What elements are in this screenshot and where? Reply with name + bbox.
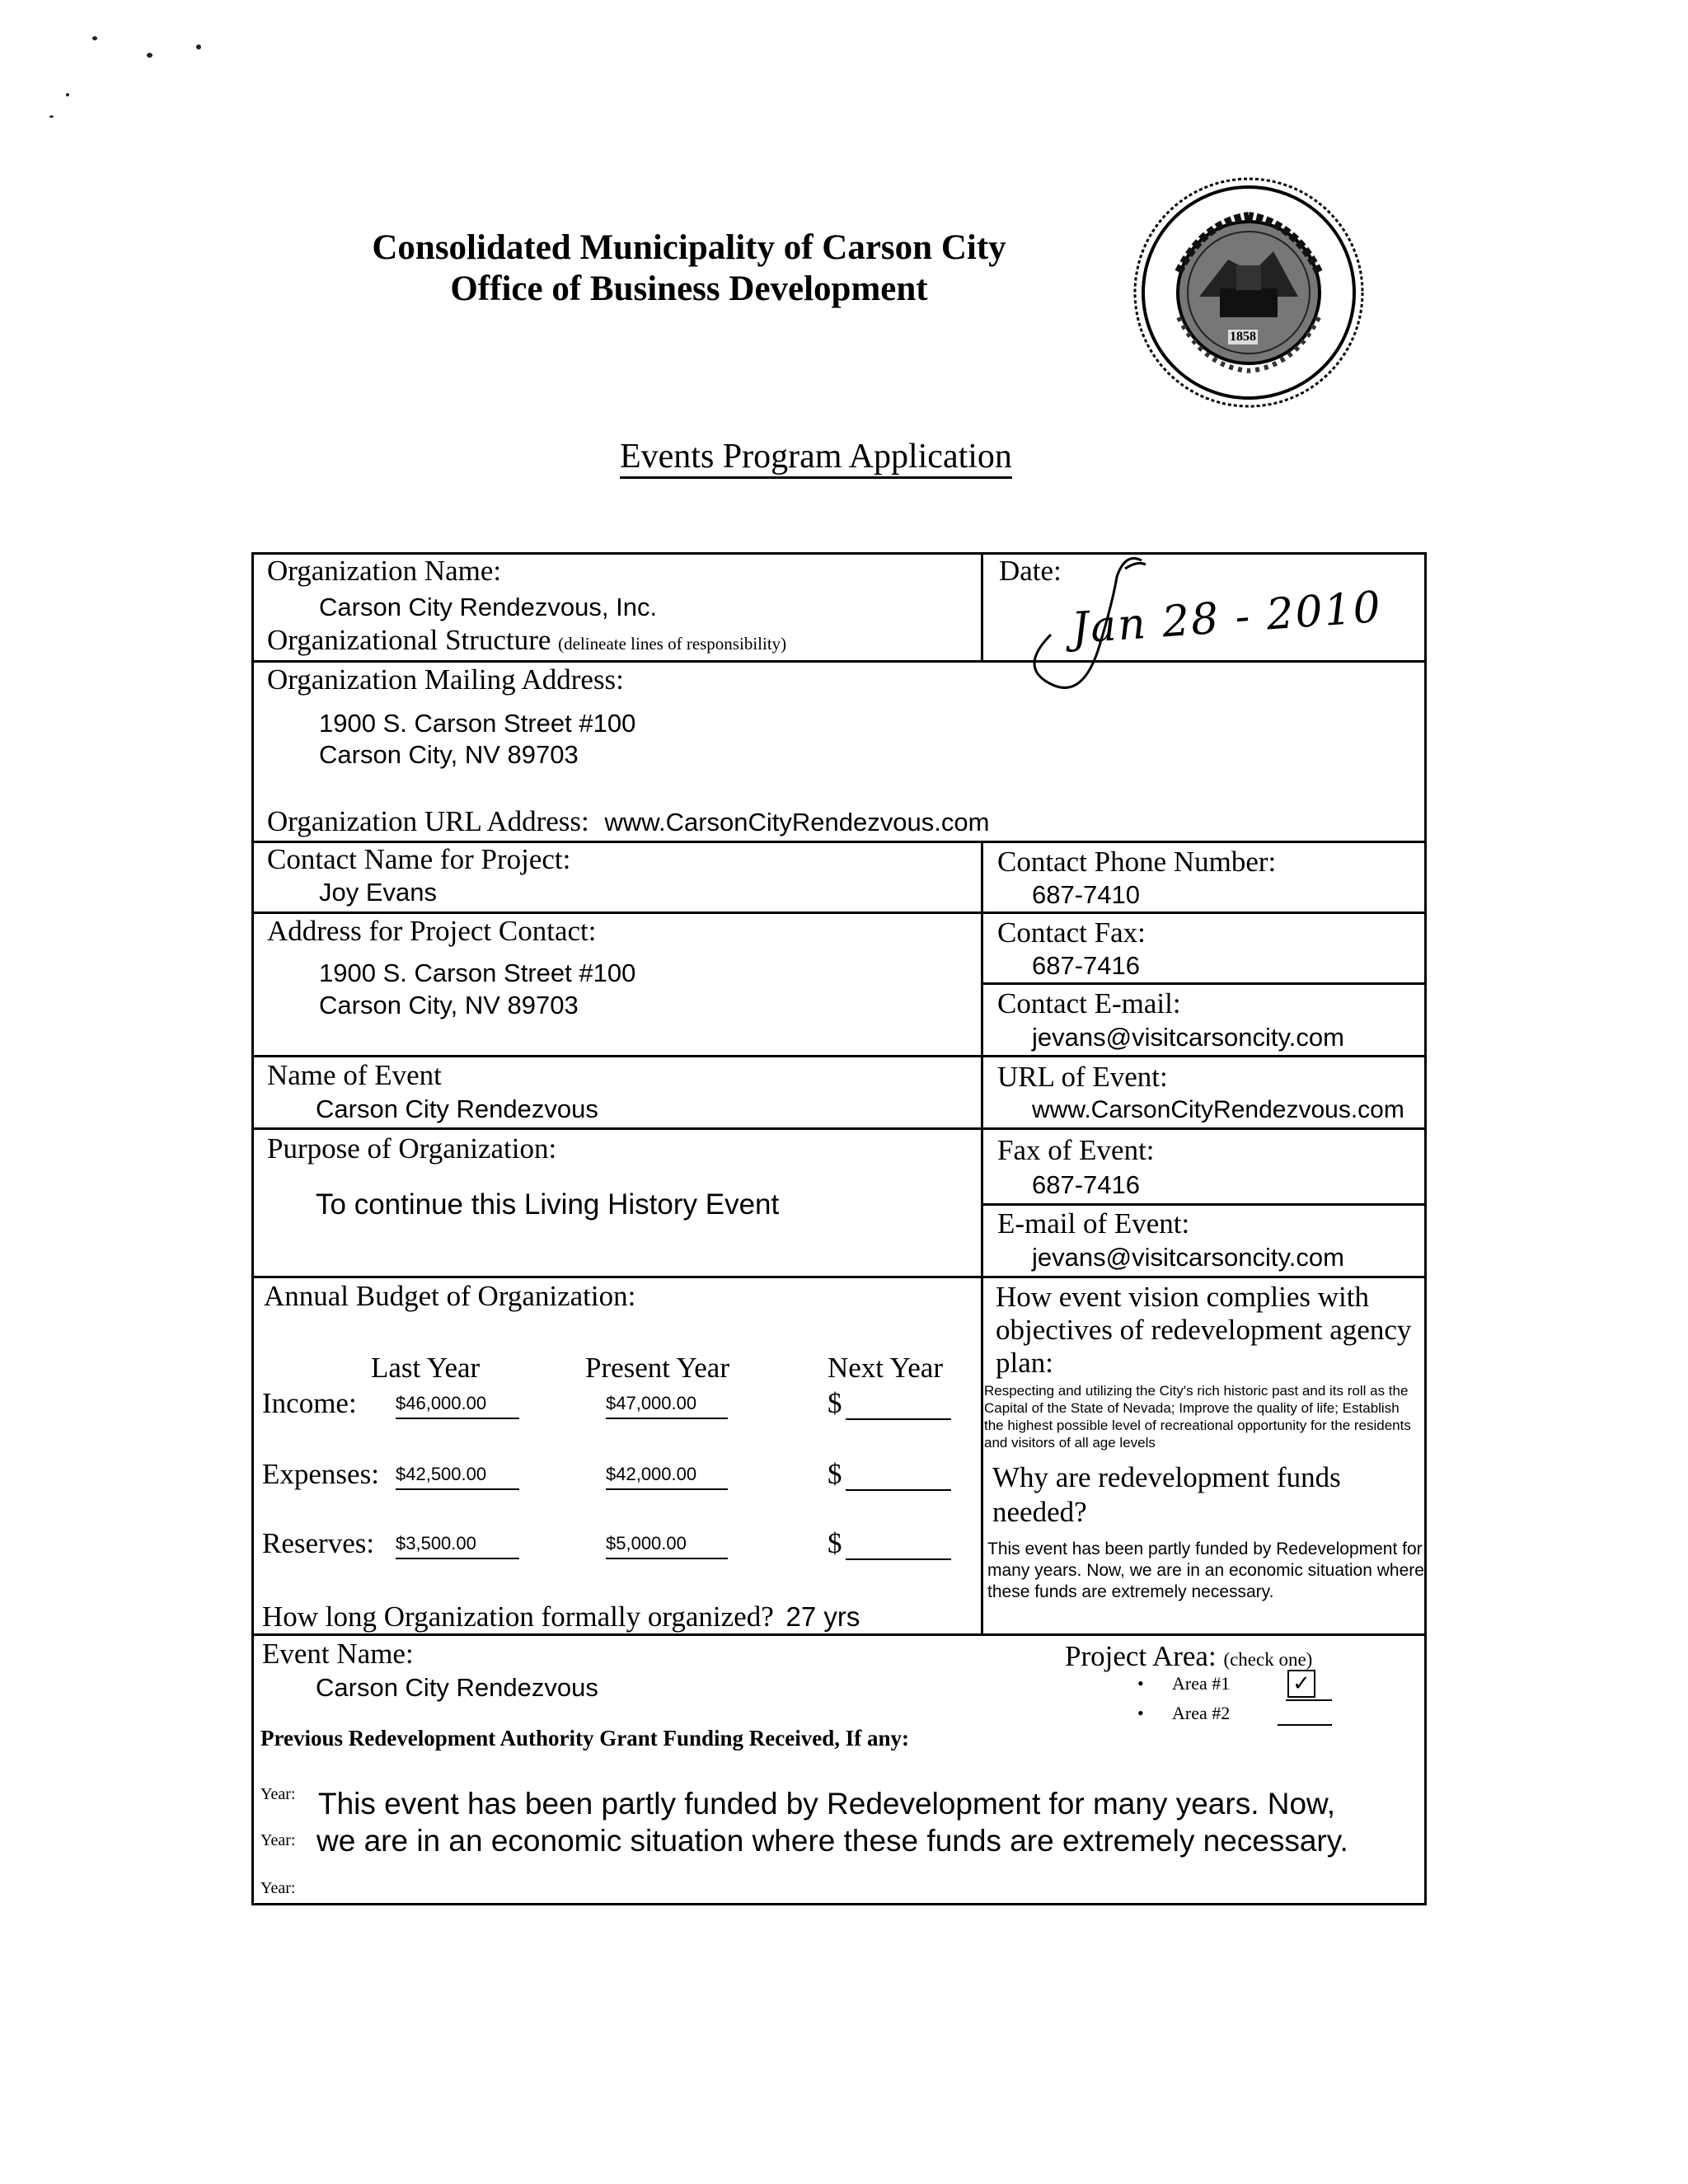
column-divider-top xyxy=(981,552,983,660)
row-line xyxy=(251,912,1427,914)
form-border-right xyxy=(1424,552,1427,1905)
event-email-value: jevans@visitcarsoncity.com xyxy=(1032,1243,1344,1272)
bullet-icon: • xyxy=(1137,1673,1144,1694)
previous-line-2: we are in an economic situation where these funds are extremely necessary. xyxy=(316,1824,1348,1858)
contact-address-line-2: Carson City, NV 89703 xyxy=(319,991,579,1019)
contact-phone-label: Contact Phone Number: xyxy=(997,846,1277,878)
mailing-line-1: 1900 S. Carson Street #100 xyxy=(319,709,636,738)
scan-speck xyxy=(92,36,97,40)
income-last-value: $46,000.00 xyxy=(396,1385,519,1419)
org-structure-label: Organizational Structure (delineate lines of responsibility) xyxy=(267,624,787,656)
purpose-value: To continue this Living History Event xyxy=(316,1188,780,1221)
purpose-label: Purpose of Organization: xyxy=(267,1132,557,1165)
budget-col-next: Next Year xyxy=(828,1352,943,1384)
contact-email-value: jevans@visitcarsoncity.com xyxy=(1032,1023,1344,1052)
why-label: Why are redevelopment funds needed? xyxy=(992,1461,1341,1528)
header-line-1: Consolidated Municipality of Carson City xyxy=(372,228,1006,267)
expenses-present-value: $42,000.00 xyxy=(606,1455,728,1490)
area-2-row: • Area #2 xyxy=(1137,1703,1231,1723)
event-url-value: www.CarsonCityRendezvous.com xyxy=(1032,1096,1404,1123)
form-border-left xyxy=(251,552,254,1905)
mailing-label: Organization Mailing Address: xyxy=(267,663,624,696)
expenses-label: Expenses: xyxy=(262,1458,379,1490)
contact-fax-value: 687-7416 xyxy=(1032,951,1141,980)
scan-speck xyxy=(196,45,201,49)
year-label-1: Year: xyxy=(260,1785,296,1803)
income-next-blank xyxy=(846,1418,951,1420)
reserves-last-value: $3,500.00 xyxy=(396,1525,519,1559)
form-title: Events Program Application xyxy=(620,437,1012,479)
contact-address-line-1: 1900 S. Carson Street #100 xyxy=(319,958,636,987)
reserves-next-blank xyxy=(846,1558,951,1560)
budget-label: Annual Budget of Organization: xyxy=(264,1280,636,1312)
scan-speck xyxy=(147,53,152,58)
area-1-checkbox[interactable]: ✓ xyxy=(1287,1670,1315,1698)
contact-email-label: Contact E-mail: xyxy=(997,987,1181,1019)
event-name2-label: Event Name: xyxy=(262,1638,414,1670)
area-1-row: • Area #1 xyxy=(1137,1673,1231,1694)
expenses-next-blank xyxy=(846,1489,951,1491)
row-line xyxy=(981,982,1427,985)
city-seal-icon xyxy=(1129,173,1368,412)
reserves-label: Reserves: xyxy=(262,1527,375,1559)
area-2-blank xyxy=(1278,1724,1332,1726)
event-email-label: E-mail of Event: xyxy=(997,1207,1190,1240)
org-name-value: Carson City Rendezvous, Inc. xyxy=(319,593,658,621)
contact-name-value: Joy Evans xyxy=(319,878,438,907)
row-line xyxy=(251,1903,1427,1905)
event-fax-value: 687-7416 xyxy=(1032,1170,1141,1199)
income-present-value: $47,000.00 xyxy=(606,1385,728,1419)
seal-year: 1858 xyxy=(1230,330,1256,344)
contact-name-label: Contact Name for Project: xyxy=(267,843,571,875)
budget-col-last: Last Year xyxy=(371,1352,481,1384)
year-label-3: Year: xyxy=(260,1879,296,1897)
contact-fax-label: Contact Fax: xyxy=(997,916,1146,949)
contact-phone-value: 687-7410 xyxy=(1032,880,1141,909)
expenses-next-currency: $ xyxy=(828,1458,842,1490)
mailing-line-2: Carson City, NV 89703 xyxy=(319,740,579,769)
event-fax-label: Fax of Event: xyxy=(997,1134,1155,1166)
org-url-row: Organization URL Address: www.CarsonCityRendezvous.com xyxy=(267,805,990,837)
budget-col-present: Present Year xyxy=(585,1352,729,1384)
scan-speck xyxy=(66,93,69,96)
bullet-icon: • xyxy=(1137,1703,1144,1723)
expenses-last-value: $42,500.00 xyxy=(396,1455,519,1490)
previous-line-1: This event has been partly funded by Redevelopment for many years. Now, xyxy=(318,1787,1336,1821)
scan-speck xyxy=(49,115,54,118)
income-next-currency: $ xyxy=(828,1387,842,1419)
column-divider-mid xyxy=(981,841,983,1633)
income-label: Income: xyxy=(262,1387,357,1419)
area-1-blank xyxy=(1286,1699,1332,1701)
event-name-value: Carson City Rendezvous xyxy=(316,1094,598,1123)
previous-label: Previous Redevelopment Authority Grant Funding Received, If any: xyxy=(260,1726,909,1750)
contact-address-label: Address for Project Contact: xyxy=(267,915,597,947)
why-text: This event has been partly funded by Redevelopment for many years. Now, we are in an economic situation where these funds are extremely necessary. xyxy=(987,1540,1424,1601)
vision-label: How event vision complies with objectives of redevelopment agency plan: xyxy=(996,1281,1412,1379)
reserves-present-value: $5,000.00 xyxy=(606,1525,728,1559)
reserves-next-currency: $ xyxy=(828,1527,842,1559)
event-name2-value: Carson City Rendezvous xyxy=(316,1673,598,1702)
org-name-label: Organization Name: xyxy=(267,555,502,587)
vision-text: Respecting and utilizing the City's rich historic past and its roll as the Capital of the State of Nevada; Improve the quality of life; Establish the highest possible level of recreational opportunity for the residents and visitors of all age levels xyxy=(984,1383,1411,1451)
date-label: Date: xyxy=(999,555,1062,587)
date-value: Jan 28 - 2010 xyxy=(1070,582,1384,654)
row-line xyxy=(251,1055,1427,1057)
year-label-2: Year: xyxy=(260,1831,296,1849)
row-line xyxy=(251,1276,1427,1278)
event-name-label: Name of Event xyxy=(267,1059,442,1091)
row-line xyxy=(251,1633,1427,1636)
row-line xyxy=(251,1127,1427,1130)
event-url-label: URL of Event: xyxy=(997,1061,1168,1093)
project-area-label: Project Area: (check one) xyxy=(1065,1640,1313,1672)
how-long-row: How long Organization formally organized? 27 yrs xyxy=(262,1601,860,1633)
header-line-2: Office of Business Development xyxy=(450,269,928,308)
row-line xyxy=(981,1203,1427,1206)
